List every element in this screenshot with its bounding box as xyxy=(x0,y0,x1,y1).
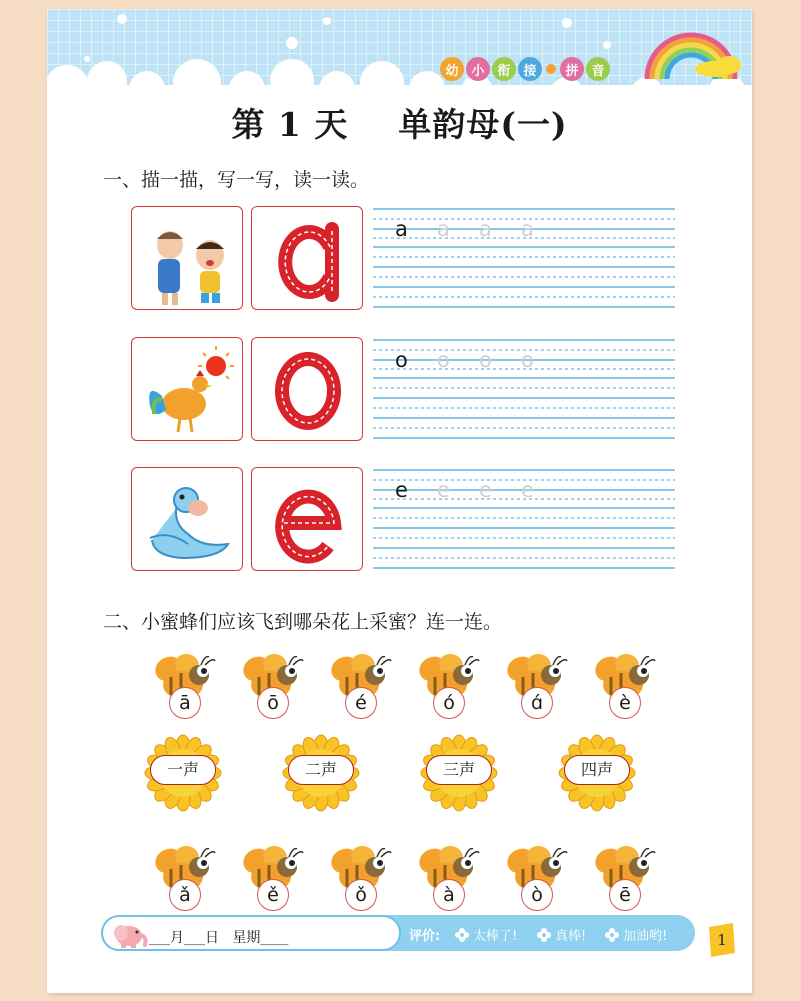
badge-char: 衔 xyxy=(492,57,516,81)
page-title: 第 1 天 单韵母(一) xyxy=(231,105,568,144)
practice-letter-trace: a xyxy=(521,217,534,241)
practice-letter-trace: o xyxy=(479,348,492,372)
practice-letter-trace: e xyxy=(521,478,534,502)
bee-pinyin-label: ā xyxy=(169,687,201,719)
flower-item[interactable] xyxy=(419,733,499,813)
bee-item[interactable] xyxy=(147,649,217,727)
practice-letter-trace: e xyxy=(437,478,450,502)
practice-letter-trace: o xyxy=(521,348,534,372)
flower-bullet-icon xyxy=(455,928,469,942)
letter-card-e xyxy=(251,467,363,571)
badge-char: 拼 xyxy=(560,57,584,81)
bee-item[interactable] xyxy=(411,841,481,919)
practice-letter: e xyxy=(395,478,408,502)
rating-option-label: 太棒了! xyxy=(473,929,518,944)
badge-char: 接 xyxy=(518,57,542,81)
rooster-icon xyxy=(132,338,244,442)
date-panel xyxy=(101,915,401,951)
bee-pinyin-label: à xyxy=(433,879,465,911)
flower-tone-label: 二声 xyxy=(288,755,354,785)
practice-letter-trace: a xyxy=(437,217,450,241)
bee-pinyin-label: ɑ́ xyxy=(521,687,553,719)
writing-lines-o xyxy=(373,336,675,446)
man-and-boy-icon xyxy=(132,207,244,311)
practice-letters xyxy=(395,478,563,502)
practice-letter-trace: o xyxy=(437,348,450,372)
practice-letter-trace: e xyxy=(479,478,492,502)
header-decoration xyxy=(47,9,752,91)
bee-item[interactable] xyxy=(587,649,657,727)
flower-bullet-icon xyxy=(605,928,619,942)
rating-label: 评价: xyxy=(409,929,441,944)
rating-panel xyxy=(351,915,695,951)
rating-option-keep-going[interactable] xyxy=(605,925,667,944)
flower-bullet-icon xyxy=(537,928,551,942)
badge-separator-dot xyxy=(546,64,556,74)
bee-pinyin-label: ě xyxy=(257,879,289,911)
rating-option-excellent[interactable] xyxy=(455,925,517,944)
flower-tone-label: 一声 xyxy=(150,755,216,785)
practice-letter: o xyxy=(395,348,408,372)
letter-card-a xyxy=(251,206,363,310)
bee-pinyin-label: é xyxy=(345,687,377,719)
goose-icon xyxy=(132,468,244,572)
flower-item[interactable] xyxy=(281,733,361,813)
section-1-heading: 一、描一描，写一写，读一读。 xyxy=(103,169,370,191)
flower-item[interactable] xyxy=(143,733,223,813)
writing-lines-e xyxy=(373,466,675,576)
badge-char: 小 xyxy=(466,57,490,81)
bee-item[interactable] xyxy=(235,649,305,727)
rating-option-label: 加油哟! xyxy=(623,929,668,944)
letter-o-tracing xyxy=(252,338,364,442)
workbook-page xyxy=(47,9,752,993)
practice-letter: a xyxy=(395,217,408,241)
bee-item[interactable] xyxy=(323,649,393,727)
bee-pinyin-label: ò xyxy=(521,879,553,911)
rating-option-label: 真棒! xyxy=(555,929,587,944)
picture-card-e xyxy=(131,467,243,571)
elephant-icon xyxy=(109,919,149,949)
section-2-heading: 二、小蜜蜂们应该飞到哪朵花上采蜜？连一连。 xyxy=(103,611,503,633)
bee-item[interactable] xyxy=(323,841,393,919)
bee-item[interactable] xyxy=(147,841,217,919)
flower-tone-label: 四声 xyxy=(564,755,630,785)
date-fill-in[interactable]: ___月___日 星期____ xyxy=(149,930,289,946)
flower-tone-label: 三声 xyxy=(426,755,492,785)
bee-item[interactable] xyxy=(499,841,569,919)
letter-a-tracing xyxy=(252,207,364,311)
bee-pinyin-label: ǎ xyxy=(169,879,201,911)
page-number: 1 xyxy=(717,931,727,949)
bee-item[interactable] xyxy=(235,841,305,919)
letter-e-tracing xyxy=(252,468,364,572)
bee-item[interactable] xyxy=(411,649,481,727)
flower-item[interactable] xyxy=(557,733,637,813)
bee-item[interactable] xyxy=(587,841,657,919)
page-number-badge xyxy=(707,923,737,957)
picture-card-o xyxy=(131,337,243,441)
bee-pinyin-label: ō xyxy=(257,687,289,719)
bee-item[interactable] xyxy=(499,649,569,727)
header-banner xyxy=(47,9,752,91)
picture-card-a xyxy=(131,206,243,310)
footer-bar xyxy=(101,915,695,951)
badge-char: 幼 xyxy=(440,57,464,81)
bee-pinyin-label: ǒ xyxy=(345,879,377,911)
badge-char: 音 xyxy=(586,57,610,81)
practice-letters xyxy=(395,348,563,372)
series-badges xyxy=(440,56,612,82)
rating-option-great[interactable] xyxy=(537,925,586,944)
writing-lines-a xyxy=(373,205,675,315)
bee-pinyin-label: ó xyxy=(433,687,465,719)
practice-letters xyxy=(395,217,563,241)
bee-pinyin-label: è xyxy=(609,687,641,719)
letter-card-o xyxy=(251,337,363,441)
bee-pinyin-label: ē xyxy=(609,879,641,911)
practice-letter-trace: a xyxy=(479,217,492,241)
